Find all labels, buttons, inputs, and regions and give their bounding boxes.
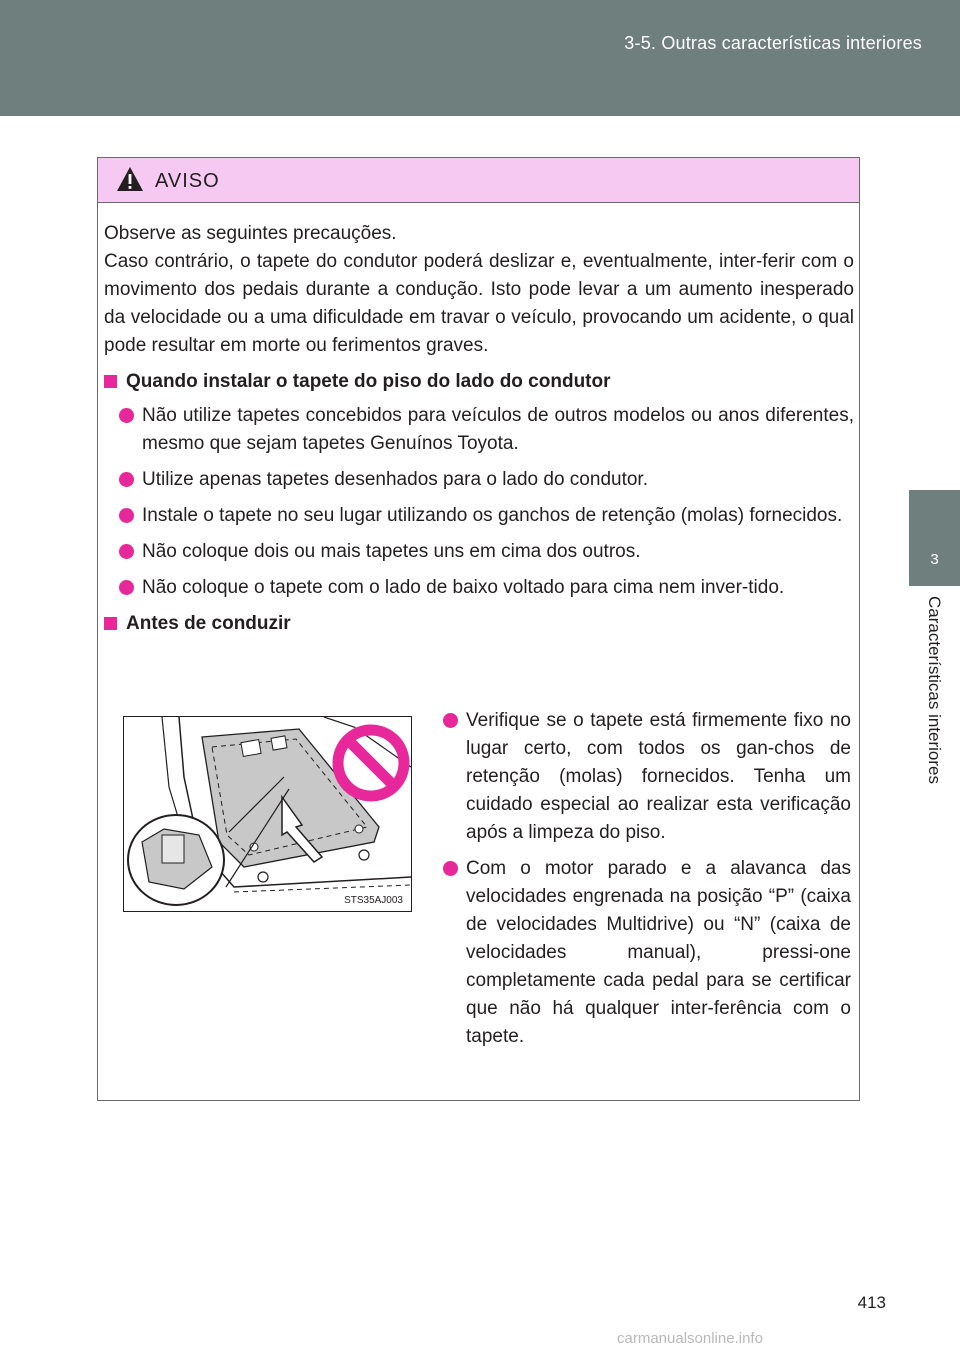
list-item-text: Não coloque dois ou mais tapetes uns em cima dos outros. xyxy=(142,541,641,562)
list-item xyxy=(428,855,851,1051)
section-heading-text: Quando instalar o tapete do piso do lado do condutor xyxy=(126,371,611,392)
bullet-icon xyxy=(119,580,134,595)
chapter-tab xyxy=(909,490,960,586)
warning-title: AVISO xyxy=(155,170,220,192)
section-heading-text: Antes de conduzir xyxy=(126,613,291,634)
list-item-text: Verifique se o tapete está firmemente fixo no lugar certo, com todos os gan-chos de retenção (molas) fornecidos. Tenha um cuidado especial ao realizar esta verificação após a limpeza do piso. xyxy=(466,710,851,843)
header-band xyxy=(0,0,960,116)
list-item-text: Com o motor parado e a alavanca das velocidades engrenada na posição “P” (caixa de velocidades Multidrive) ou “N” (caixa de velocidades manual), pressi-one completamente cada pedal para se certificar que não há qualquer inter-ferência com o tapete. xyxy=(466,858,851,1047)
warning-header xyxy=(98,158,859,203)
floor-mat-illustration xyxy=(123,716,412,912)
page-number: 413 xyxy=(857,1293,886,1312)
list-item xyxy=(104,466,854,494)
list-item xyxy=(104,502,854,530)
chapter-label-text: Características interiores xyxy=(925,596,944,785)
list-item-text: Não utilize tapetes concebidos para veículos de outros modelos ou anos diferentes, mesmo que sejam tapetes Genuínos Toyota. xyxy=(142,405,854,454)
intro-paragraph: Caso contrário, o tapete do condutor poderá deslizar e, eventualmente, inter-ferir com o movimento dos pedais durante a condução. Isto pode levar a um aumento inesperado da velocidade ou a uma dificuldade em travar o veículo, provocando um acidente, o qual pode resultar em morte ou ferimentos graves. xyxy=(104,251,854,356)
before-driving-list xyxy=(428,707,851,1059)
list-item xyxy=(104,402,854,458)
list-item-text: Utilize apenas tapetes desenhados para o lado do condutor. xyxy=(142,469,648,490)
bullet-icon xyxy=(443,861,458,876)
section-heading-before-driving xyxy=(104,610,854,638)
warning-triangle-icon xyxy=(116,166,144,192)
bullet-icon xyxy=(119,508,134,523)
list-item xyxy=(104,574,854,602)
floor-mat-drawing xyxy=(124,717,411,911)
watermark: carmanualsonline.info xyxy=(617,1330,763,1347)
list-item-text: Não coloque o tapete com o lado de baixo voltado para cima nem inver-tido. xyxy=(142,577,785,598)
warning-content xyxy=(104,220,854,644)
bullet-icon xyxy=(119,408,134,423)
list-item-text: Instale o tapete no seu lugar utilizando os ganchos de retenção (molas) fornecidos. xyxy=(142,505,843,526)
section-heading-install xyxy=(104,368,854,396)
intro-line-1: Observe as seguintes precauções. xyxy=(104,223,397,244)
section-square-icon xyxy=(104,375,117,388)
list-item xyxy=(104,538,854,566)
chapter-label xyxy=(914,596,954,866)
chapter-number: 3 xyxy=(930,551,939,568)
bullet-icon xyxy=(119,544,134,559)
section-square-icon xyxy=(104,617,117,630)
section-title: 3-5. Outras características interiores xyxy=(624,33,922,53)
list-item xyxy=(428,707,851,847)
bullet-icon xyxy=(443,713,458,728)
figure-code: STS35AJ003 xyxy=(344,895,403,906)
bullet-icon xyxy=(119,472,134,487)
